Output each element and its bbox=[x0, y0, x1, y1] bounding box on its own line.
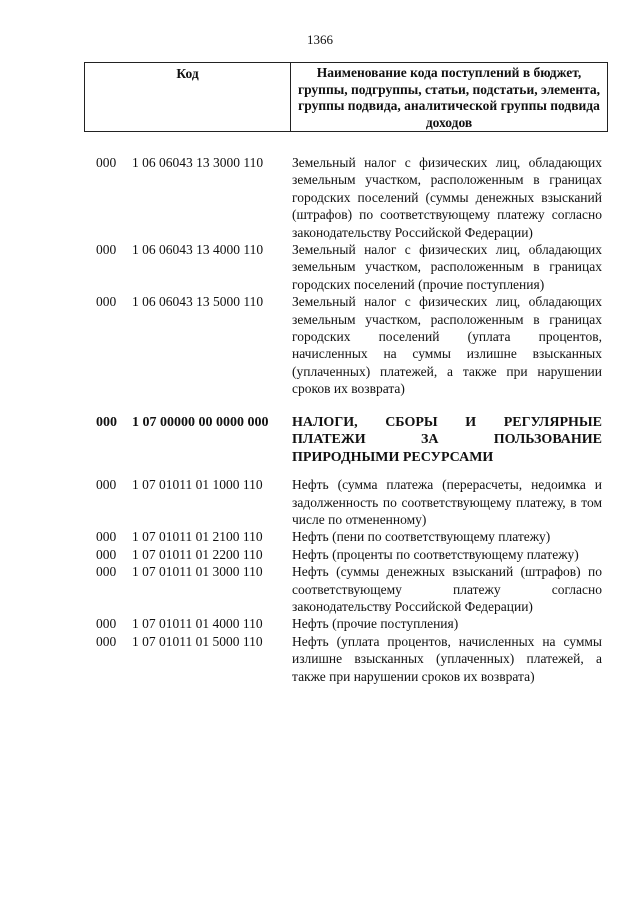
revenue-name: Нефть (прочие поступления) bbox=[292, 616, 459, 632]
revenue-code: 1 07 01011 01 3000 110 bbox=[132, 564, 263, 580]
revenue-name: Земельный налог с физических лиц, обладающих земельным участком, расположенным в границах городских поселений (уплата процентов, начисленных на суммы излишне взысканных (уплаченных) платежей, а также при нарушении сроков их возврата) bbox=[292, 294, 602, 397]
revenue-code: 1 07 01011 01 2100 110 bbox=[132, 529, 263, 545]
admin-code: 000 bbox=[96, 242, 117, 258]
revenue-name: Нефть (пени по соответствующему платежу) bbox=[292, 529, 551, 545]
revenue-name: Нефть (уплата процентов, начисленных на суммы излишне взысканных (уплаченных) платежей, а также при нарушении сроков их возврата) bbox=[292, 633, 602, 684]
section-title: НАЛОГИ, СБОРЫ И РЕГУЛЯРНЫЕ ПЛАТЕЖИ ЗА ПОЛЬЗОВАНИЕ ПРИРОДНЫМИ РЕСУРСАМИ bbox=[292, 414, 602, 465]
section-row bbox=[0, 414, 640, 467]
table-row bbox=[0, 528, 640, 545]
admin-code: 000 bbox=[96, 414, 117, 430]
admin-code: 000 bbox=[96, 294, 117, 310]
page-number: 1366 bbox=[307, 32, 333, 47]
admin-code: 000 bbox=[96, 155, 117, 170]
revenue-code: 1 07 01011 01 5000 110 bbox=[132, 633, 263, 649]
table-row bbox=[0, 154, 640, 241]
revenue-code: 1 07 00000 00 0000 000 bbox=[132, 414, 269, 430]
header-name-label: Наименование кода поступлений в бюджет, группы, подгруппы, статьи, подстатьи, элемента, группы подвида, аналитической группы подвида доходов bbox=[297, 65, 601, 130]
revenue-name: Нефть (проценты по соответствующему платежу) bbox=[292, 546, 579, 562]
table-header bbox=[84, 62, 608, 132]
header-code-label: Код bbox=[85, 63, 291, 131]
admin-code: 000 bbox=[96, 564, 117, 580]
table-row bbox=[0, 241, 640, 293]
table-row bbox=[0, 293, 640, 397]
revenue-code: 1 06 06043 13 5000 110 bbox=[132, 294, 264, 310]
table-row bbox=[0, 615, 640, 632]
table-row bbox=[0, 633, 640, 685]
revenue-code: 1 06 06043 13 4000 110 bbox=[132, 242, 264, 258]
admin-code: 000 bbox=[96, 616, 117, 632]
revenue-name: Нефть (суммы денежных взысканий (штрафов) по соответствующему платежу согласно законодательству Российской Федерации) bbox=[292, 564, 602, 615]
revenue-code: 1 07 01011 01 1000 110 bbox=[132, 477, 263, 493]
revenue-name: Земельный налог с физических лиц, обладающих земельным участком, расположенным в границах городских поселений (прочие поступления) bbox=[292, 242, 602, 292]
admin-code: 000 bbox=[96, 477, 117, 493]
admin-code: 000 bbox=[96, 546, 117, 562]
revenue-name: Нефть (сумма платежа (перерасчеты, недоимка и задолженность по соответствующему платежу, в том числе по отмененному) bbox=[292, 477, 602, 527]
revenue-name: Земельный налог с физических лиц, обладающих земельным участком, расположенным в границах городских поселений (суммы денежных взысканий (штрафов) по соответствующему платежу согласно законодательству Российской Федерации) bbox=[292, 155, 602, 240]
admin-code: 000 bbox=[96, 633, 117, 649]
admin-code: 000 bbox=[96, 529, 117, 545]
revenue-code: 1 07 01011 01 4000 110 bbox=[132, 616, 263, 632]
revenue-code: 1 06 06043 13 3000 110 bbox=[132, 155, 264, 170]
revenue-code: 1 07 01011 01 2200 110 bbox=[132, 546, 263, 562]
table-row bbox=[0, 546, 640, 563]
table-row bbox=[0, 563, 640, 615]
table-body bbox=[0, 154, 640, 685]
table-row bbox=[0, 476, 640, 528]
